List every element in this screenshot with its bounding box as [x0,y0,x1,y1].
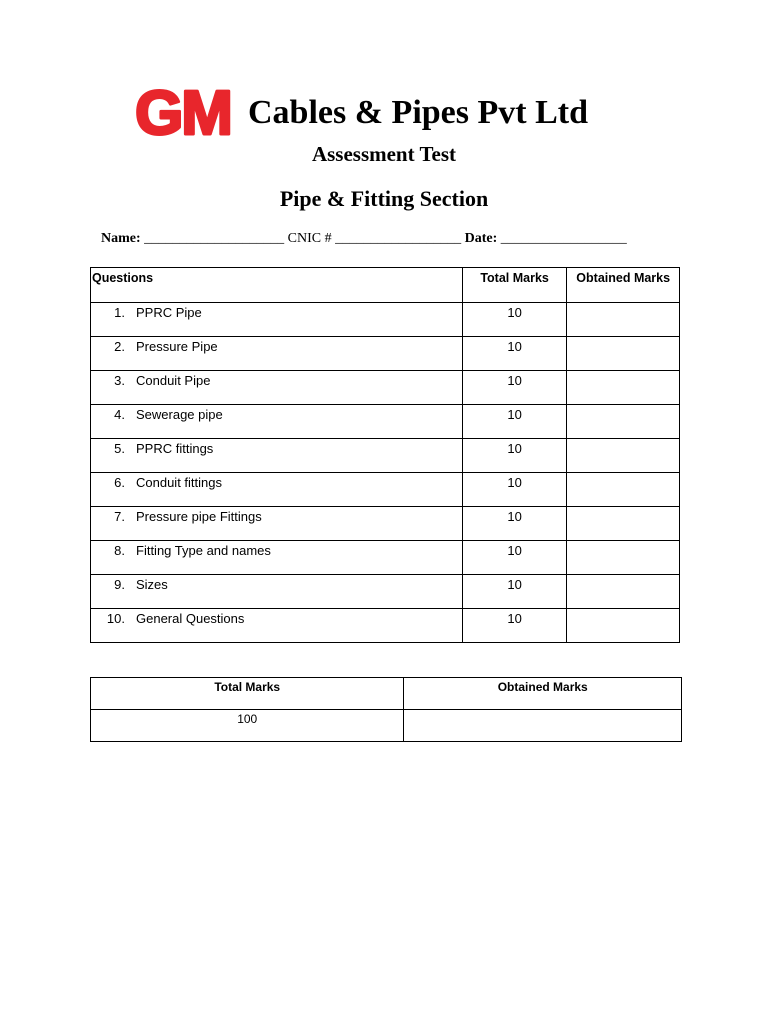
total-marks-cell [462,609,567,643]
document-header [126,84,588,142]
obtained-marks-cell[interactable] [567,303,680,337]
table-row [91,609,680,643]
obtained-marks-cell[interactable] [567,439,680,473]
total-marks-cell [462,575,567,609]
question-number: 8. [114,543,125,558]
table-row [91,507,680,541]
total-marks-cell [462,371,567,405]
obtained-marks-cell[interactable] [567,575,680,609]
summary-total-value: 100 [91,710,404,742]
total-marks-value: 10 [507,407,522,422]
summary-header-total: Total Marks [91,678,404,710]
question-text: Sewerage pipe [136,407,223,422]
question-cell [91,337,463,371]
header-questions: Questions [91,268,463,303]
table-row [91,303,680,337]
total-marks-value: 10 [507,305,522,320]
total-marks-cell [462,473,567,507]
questions-table [90,267,680,643]
total-marks-value: 10 [507,373,522,388]
question-text: General Questions [136,611,245,626]
date-field[interactable]: __________________ [500,231,627,246]
total-marks-value: 10 [507,509,522,524]
section-title: Pipe & Fitting Section [279,186,489,211]
table-row [91,405,680,439]
summary-header-obtained: Obtained Marks [404,678,682,710]
header-total-marks: Total Marks [462,268,567,303]
total-marks-value: 10 [507,441,522,456]
obtained-marks-cell[interactable] [567,473,680,507]
obtained-marks-cell[interactable] [567,405,680,439]
obtained-marks-cell[interactable] [567,337,680,371]
total-marks-value: 10 [507,475,522,490]
cnic-label: CNIC # [287,231,332,246]
total-marks-value: 10 [507,577,522,592]
question-cell [91,507,463,541]
question-number: 9. [114,577,125,592]
question-text: PPRC fittings [136,441,214,456]
total-marks-cell [462,507,567,541]
question-cell [91,405,463,439]
table-row [91,575,680,609]
total-marks-cell [462,337,567,371]
question-text: Pressure pipe Fittings [136,509,262,524]
obtained-marks-cell[interactable] [567,609,680,643]
question-number: 7. [114,509,125,524]
question-number: 5. [114,441,125,456]
name-label: Name: [101,231,141,246]
header-obtained-marks: Obtained Marks [567,268,680,303]
obtained-marks-cell[interactable] [567,541,680,575]
question-text: Pressure Pipe [136,339,218,354]
total-marks-cell [462,541,567,575]
total-marks-cell [462,303,567,337]
table-row [91,337,680,371]
total-marks-value: 10 [507,611,522,626]
question-cell [91,473,463,507]
name-field[interactable]: ____________________ [144,231,285,246]
question-text: Fitting Type and names [136,543,271,558]
question-cell [91,371,463,405]
question-cell [91,541,463,575]
summary-table [90,677,682,742]
total-marks-cell [462,439,567,473]
table-row [91,541,680,575]
question-number: 3. [114,373,125,388]
table-row [91,473,680,507]
question-text: PPRC Pipe [136,305,202,320]
obtained-marks-cell[interactable] [567,507,680,541]
question-cell [91,439,463,473]
total-marks-value: 10 [507,339,522,354]
question-cell [91,575,463,609]
cnic-field[interactable]: __________________ [335,231,462,246]
question-text: Conduit Pipe [136,373,211,388]
assessment-title: Assessment Test [311,142,457,166]
question-text: Sizes [136,577,168,592]
company-name: Cables & Pipes Pvt Ltd [248,94,588,131]
obtained-marks-cell[interactable] [567,371,680,405]
question-cell [91,303,463,337]
question-cell [91,609,463,643]
total-marks-value: 10 [507,543,522,558]
table-header-row [91,268,680,303]
question-number: 6. [114,475,125,490]
summary-row [91,710,682,742]
question-text: Conduit fittings [136,475,222,490]
table-row [91,371,680,405]
question-number: 4. [114,407,125,422]
date-label: Date: [464,231,498,246]
total-marks-cell [462,405,567,439]
table-row [91,439,680,473]
svg-text:GM: GM [135,84,231,142]
gm-logo [126,84,240,142]
question-number: 10. [106,611,125,626]
summary-header-row [91,678,682,710]
candidate-info-line [101,231,627,247]
question-number: 1. [114,305,125,320]
summary-obtained-value[interactable] [404,710,682,742]
question-number: 2. [114,339,125,354]
